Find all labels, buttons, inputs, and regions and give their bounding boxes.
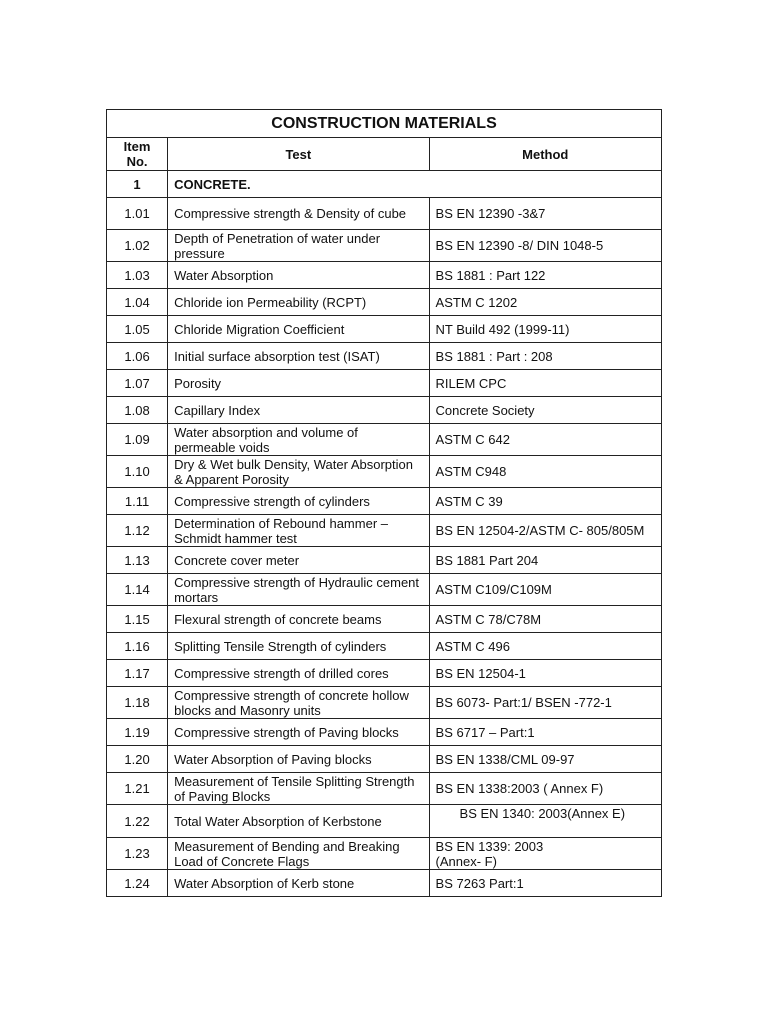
item-number: 1.16	[107, 633, 168, 660]
section-name: CONCRETE.	[168, 171, 662, 198]
test-method: RILEM CPC	[429, 370, 661, 397]
item-number: 1.05	[107, 316, 168, 343]
item-number: 1.17	[107, 660, 168, 687]
header-method: Method	[429, 138, 661, 171]
test-method: ASTM C 1202	[429, 289, 661, 316]
test-name: Flexural strength of concrete beams	[168, 606, 429, 633]
item-number: 1.18	[107, 687, 168, 719]
test-name: Concrete cover meter	[168, 547, 429, 574]
item-number: 1.23	[107, 838, 168, 870]
test-method: ASTM C 642	[429, 424, 661, 456]
table-row	[107, 316, 662, 343]
test-name: Determination of Rebound hammer – Schmidt hammer test	[168, 515, 429, 547]
table-row	[107, 230, 662, 262]
test-name: Measurement of Tensile Splitting Strength of Paving Blocks	[168, 773, 429, 805]
test-name: Depth of Penetration of water under pressure	[168, 230, 429, 262]
test-name: Compressive strength of cylinders	[168, 488, 429, 515]
item-number: 1.15	[107, 606, 168, 633]
test-method: NT Build 492 (1999-11)	[429, 316, 661, 343]
table-row	[107, 456, 662, 488]
test-name: Initial surface absorption test (ISAT)	[168, 343, 429, 370]
item-number: 1.06	[107, 343, 168, 370]
test-name: Capillary Index	[168, 397, 429, 424]
title-row	[107, 110, 662, 138]
table-row	[107, 687, 662, 719]
test-name: Water Absorption	[168, 262, 429, 289]
test-name: Chloride Migration Coefficient	[168, 316, 429, 343]
item-number: 1.20	[107, 746, 168, 773]
test-method: BS 7263 Part:1	[429, 870, 661, 897]
item-number: 1.24	[107, 870, 168, 897]
table-row	[107, 719, 662, 746]
table-row	[107, 773, 662, 805]
table-row	[107, 633, 662, 660]
item-number: 1.14	[107, 574, 168, 606]
table-row	[107, 343, 662, 370]
test-method: BS EN 12504-2/ASTM C- 805/805M	[429, 515, 661, 547]
section-number: 1	[107, 171, 168, 198]
test-method: ASTM C 39	[429, 488, 661, 515]
test-name: Compressive strength of drilled cores	[168, 660, 429, 687]
test-name: Porosity	[168, 370, 429, 397]
test-method: Concrete Society	[429, 397, 661, 424]
test-name: Water Absorption of Kerb stone	[168, 870, 429, 897]
test-name: Compressive strength of Paving blocks	[168, 719, 429, 746]
test-name: Water absorption and volume of permeable voids	[168, 424, 429, 456]
item-number: 1.07	[107, 370, 168, 397]
table-row	[107, 424, 662, 456]
test-name: Chloride ion Permeability (RCPT)	[168, 289, 429, 316]
test-method: BS EN 1340: 2003(Annex E)	[429, 805, 661, 838]
test-name: Measurement of Bending and Breaking Load of Concrete Flags	[168, 838, 429, 870]
table-row	[107, 397, 662, 424]
item-number: 1.09	[107, 424, 168, 456]
table-row	[107, 870, 662, 897]
test-method: ASTM C 496	[429, 633, 661, 660]
test-method: BS 1881 Part 204	[429, 547, 661, 574]
item-number: 1.22	[107, 805, 168, 838]
test-method: BS EN 1338:2003 ( Annex F)	[429, 773, 661, 805]
section-row	[107, 171, 662, 198]
construction-materials-table	[106, 109, 662, 897]
test-method: BS 6717 – Part:1	[429, 719, 661, 746]
table-row	[107, 805, 662, 838]
item-number: 1.12	[107, 515, 168, 547]
header-row	[107, 138, 662, 171]
test-method: BS EN 12390 -3&7	[429, 198, 661, 230]
test-name: Total Water Absorption of Kerbstone	[168, 805, 429, 838]
test-name: Compressive strength of concrete hollow blocks and Masonry units	[168, 687, 429, 719]
test-name: Splitting Tensile Strength of cylinders	[168, 633, 429, 660]
header-item-no	[107, 138, 168, 171]
test-method: BS EN 12390 -8/ DIN 1048-5	[429, 230, 661, 262]
item-number: 1.08	[107, 397, 168, 424]
header-item-no-label: Item No.	[123, 139, 151, 169]
item-number: 1.01	[107, 198, 168, 230]
test-method: ASTM C109/C109M	[429, 574, 661, 606]
test-method: BS 1881 : Part 122	[429, 262, 661, 289]
test-method: BS EN 1338/CML 09-97	[429, 746, 661, 773]
item-number: 1.04	[107, 289, 168, 316]
header-test: Test	[168, 138, 429, 171]
test-name: Dry & Wet bulk Density, Water Absorption & Apparent Porosity	[168, 456, 429, 488]
item-number: 1.02	[107, 230, 168, 262]
test-method: ASTM C948	[429, 456, 661, 488]
table-row	[107, 660, 662, 687]
item-number: 1.21	[107, 773, 168, 805]
test-name: Compressive strength of Hydraulic cement mortars	[168, 574, 429, 606]
table-row	[107, 262, 662, 289]
item-number: 1.13	[107, 547, 168, 574]
test-method: ASTM C 78/C78M	[429, 606, 661, 633]
item-number: 1.03	[107, 262, 168, 289]
table-row	[107, 198, 662, 230]
test-method: BS 6073- Part:1/ BSEN -772-1	[429, 687, 661, 719]
table-row	[107, 370, 662, 397]
test-name: Water Absorption of Paving blocks	[168, 746, 429, 773]
item-number: 1.10	[107, 456, 168, 488]
table-row	[107, 746, 662, 773]
table-row	[107, 488, 662, 515]
table-title: CONSTRUCTION MATERIALS	[107, 110, 662, 138]
test-method: BS EN 12504-1	[429, 660, 661, 687]
table-row	[107, 547, 662, 574]
item-number: 1.19	[107, 719, 168, 746]
item-number: 1.11	[107, 488, 168, 515]
test-name: Compressive strength & Density of cube	[168, 198, 429, 230]
test-method: BS 1881 : Part : 208	[429, 343, 661, 370]
table-row	[107, 574, 662, 606]
table-row	[107, 515, 662, 547]
table-row	[107, 606, 662, 633]
test-method: BS EN 1339: 2003 (Annex- F)	[429, 838, 661, 870]
table-row	[107, 289, 662, 316]
table-row	[107, 838, 662, 870]
